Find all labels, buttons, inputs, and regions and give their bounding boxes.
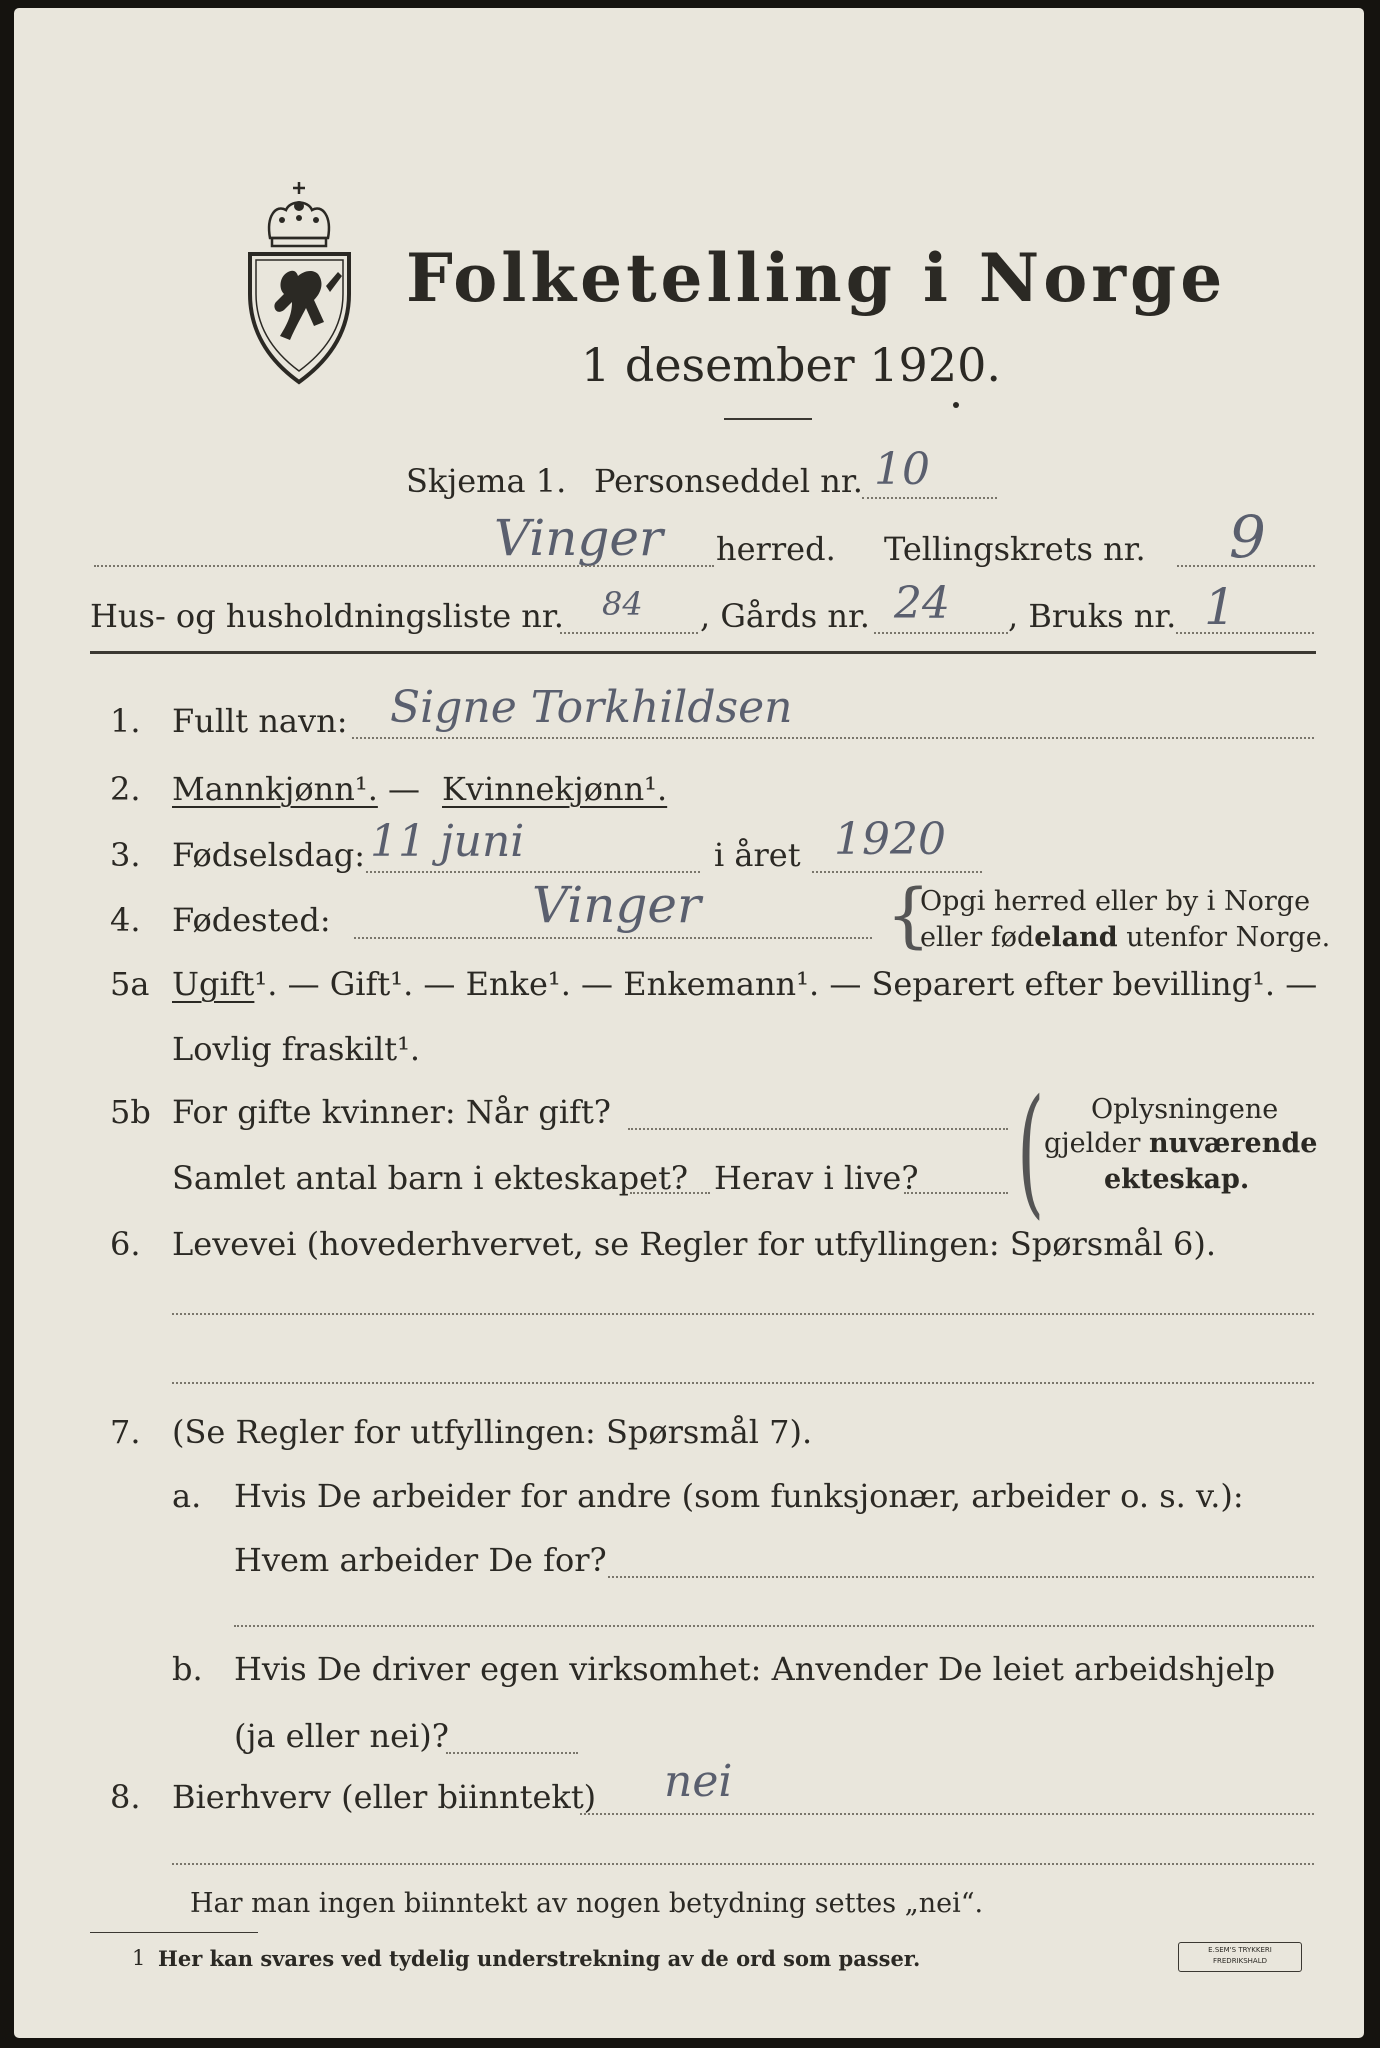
personseddel-value: 10 (874, 444, 930, 495)
q5a-number: 5a (110, 965, 150, 1003)
q5b-line2b: Herav i live? (714, 1159, 919, 1197)
husliste-label: Hus- og husholdningsliste nr. (90, 597, 564, 635)
gards-label: , Gårds nr. (700, 597, 870, 635)
q7b-line2-dots (446, 1752, 578, 1754)
q3-number: 3. (110, 836, 141, 874)
q6-line1 (172, 1313, 1314, 1315)
q5b-number: 5b (110, 1093, 151, 1131)
q5b-note-3: ekteskap. (1104, 1164, 1250, 1195)
q4-line (354, 937, 872, 939)
q5b-note-2: gjelder nuværende (1044, 1128, 1318, 1159)
q6-line2 (172, 1382, 1314, 1384)
q5b-note-1: Oplysningene (1091, 1094, 1279, 1125)
q6-label: Levevei (hovederhvervet, se Regler for utfyllingen: Spørsmål 6). (172, 1225, 1217, 1263)
q8-line (580, 1813, 1314, 1815)
q2-mann: Mannkjønn¹. (172, 770, 378, 808)
q8-label: Bierhverv (eller biinntekt) (172, 1778, 597, 1816)
census-form (14, 8, 1364, 2038)
q5b-line2a-dots (630, 1192, 710, 1194)
q5a-options: Ugift¹. — Gift¹. — Enke¹. — Enkemann¹. — Separert efter bevilling¹. — (172, 965, 1318, 1003)
q2-dash: — (388, 770, 420, 808)
q2-number: 2. (110, 770, 141, 808)
form-title: Folketelling i Norge (406, 239, 1227, 317)
q5b-line2b-dots (904, 1192, 1008, 1194)
bruks-label: , Bruks nr. (1008, 597, 1177, 635)
footnote-mark: 1 (132, 1946, 146, 1970)
q4-note-1: Opgi herred eller by i Norge (920, 886, 1311, 917)
husliste-value: 84 (602, 585, 643, 623)
herred-line (94, 565, 714, 567)
q3-label: Fødselsdag: (172, 836, 366, 874)
personseddel-label: Personseddel nr. (594, 462, 863, 500)
herred-label: herred. (716, 530, 836, 568)
q4-number: 4. (110, 901, 141, 939)
q7a-line3-dots (234, 1625, 1314, 1627)
header-divider (90, 651, 1316, 654)
q8-line2 (172, 1863, 1314, 1865)
footnote-text: Her kan svares ved tydelig understrekning av de ord som passer. (158, 1946, 921, 1971)
q7a-line1: Hvis De arbeider for andre (som funksjonær, arbeider o. s. v.): (234, 1477, 1244, 1515)
q4-label: Fødested: (172, 901, 331, 939)
q7a-letter: a. (172, 1477, 202, 1515)
tellingskrets-label: Tellingskrets nr. (884, 530, 1146, 568)
title-divider (724, 418, 812, 420)
q2-kvinne: Kvinnekjønn¹. (442, 770, 668, 808)
husliste-line (560, 632, 698, 634)
q5a-ugift: Ugift (172, 965, 255, 1003)
skjema-label: Skjema 1. (406, 462, 567, 500)
q7b-line2: (ja eller nei)? (234, 1717, 449, 1755)
q4-brace: { (886, 874, 931, 956)
q7-label: (Se Regler for utfyllingen: Spørsmål 7). (172, 1413, 813, 1451)
q8-value: nei (664, 1756, 733, 1807)
gards-value: 24 (894, 578, 950, 629)
q1-label: Fullt navn: (172, 702, 348, 740)
q7-number: 7. (110, 1413, 141, 1451)
gards-line (874, 632, 1008, 634)
q5b-bracket: ( (1017, 1070, 1045, 1233)
census-date: 1 desember 1920. (581, 338, 1001, 392)
q5b-line1: For gifte kvinner: Når gift? (172, 1093, 611, 1131)
bruks-line (1176, 632, 1314, 634)
q7a-line2: Hvem arbeider De for? (234, 1541, 607, 1579)
tellingskrets-line (1177, 565, 1315, 567)
q7a-line2-dots (608, 1576, 1314, 1578)
q6-number: 6. (110, 1225, 141, 1263)
q7b-letter: b. (172, 1650, 203, 1688)
q8-number: 8. (110, 1778, 141, 1816)
q3-year-label: i året (714, 836, 801, 874)
q3-year-line (812, 871, 982, 873)
q4-value: Vinger (532, 876, 701, 934)
q3-value: 11 juni (370, 816, 525, 867)
bruks-value: 1 (1204, 578, 1236, 636)
personseddel-line (862, 497, 997, 499)
q1-value: Signe Torkhildsen (390, 682, 793, 733)
q1-number: 1. (110, 702, 141, 740)
q1-line (352, 737, 1314, 739)
q3-line (366, 871, 700, 873)
printer-stamp: E.SEM'S TRYKKERI FREDRIKSHALD (1178, 1942, 1302, 1972)
q7b-line1: Hvis De driver egen virksomhet: Anvender De leiet arbeidshjelp (234, 1650, 1276, 1688)
q5a-line2: Lovlig fraskilt¹. (172, 1030, 421, 1068)
q3-year-value: 1920 (834, 814, 946, 865)
q5b-line1-dots (628, 1128, 1008, 1130)
q4-note-2: eller fødeland utenfor Norge. (920, 922, 1331, 953)
footer-note: Har man ingen biinntekt av nogen betydning settes „nei“. (190, 1888, 984, 1919)
herred-value: Vinger (494, 509, 663, 567)
dot-mark (953, 402, 959, 408)
footnote-divider (90, 1932, 258, 1933)
tellingskrets-value: 9 (1229, 503, 1266, 571)
coat-of-arms-icon (242, 176, 357, 386)
q5b-line2a: Samlet antal barn i ekteskapet? (172, 1159, 689, 1197)
